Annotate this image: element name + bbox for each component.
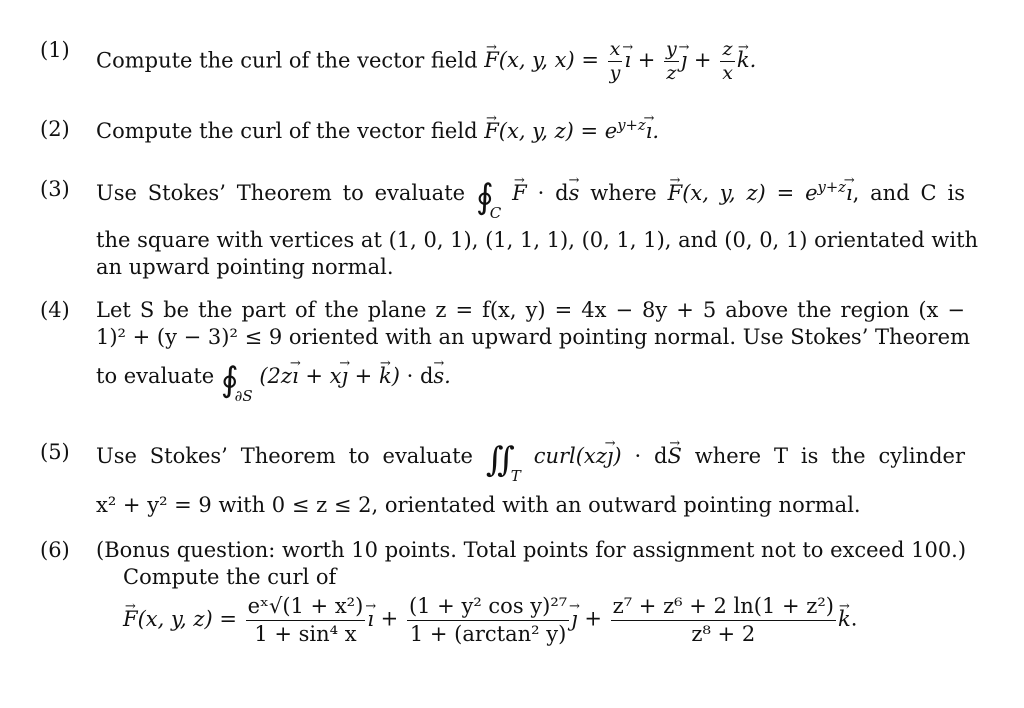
problem-text: Let S be the part of the plane z = f(x, y) = 4x − 8y + 5 above the region (x − 1)² + (y − 3)² ≤ 9 oriented with an upward pointing normal. Use Stokes’ Theorem to evaluate $∮_{\partial S}$ (2z→ ı + x→ ȷ + → k) · d→ s. [96,298,965,405]
problem-number: (6) [40,538,70,562]
fraction: $\frac{z}{x}$ [722,38,733,84]
problem-text: (Bonus question: worth 10 points. Total points for assignment not to exceed 100.) Compute the curl of → F(x, y, z) = $\frac{\text{eˣ√(1 + x²)}}{\text{1 + sin⁴ x}}$ → ı + $\frac{\text{(1 + y² cos y)²⁷}}{\text{1 + (arctan² y)}}$ → ȷ + $\frac{\text{z⁷ + z⁶ + 2 ln(1 + z²)}}{\text{z⁸ + 2}}$ → k. [96,538,965,647]
fraction: $\frac{\text{eˣ√(1 + x²)}}{\text{1 + sin⁴ x}}$ [247,594,364,646]
problem-2-text: Compute the curl of the vector field [96,119,478,144]
problem-number: (2) [40,117,70,141]
problem-number: (1) [40,38,70,62]
formula-6: → F(x, y, z) = $\frac{\text{eˣ√(1 + x²)}}{\text{1 + sin⁴ x}}$ → ı + $\frac{\text{(1 + y² cos y)²⁷}}{\text{1 + (arctan² y)}}$ → ȷ + $\frac{\text{z⁷ + z⁶ + 2 ln(1 + z²)}}{\text{z⁸ + 2}}$ → k. [123,594,965,646]
surface-integral-icon: ∬ [485,440,515,480]
fraction: $\frac{x}{y}$ [609,38,621,84]
fraction: $\frac{\text{z⁷ + z⁶ + 2 ln(1 + z²)}}{\text{z⁸ + 2}}$ [612,594,834,646]
problem-text: Use Stokes’ Theorem to evaluate $∬_T$ curl(xz→ ȷ) · d→ S where T is the cylinder x² + y² = 9 with 0 ≤ z ≤ 2, orientated with an outward pointing normal. [96,440,965,518]
fraction: $\frac{y}{z}$ [666,38,677,84]
problem-number: (5) [40,440,70,464]
problem-number: (4) [40,298,70,322]
contour-integral-icon: ∮ [475,177,494,217]
problem-5 [40,440,965,518]
fraction: $\frac{\text{(1 + y² cos y)²⁷}}{\text{1 + (arctan² y)}}$ [408,594,568,646]
problem-6 [40,538,965,647]
problem-number: (3) [40,177,70,201]
problem-text: Use Stokes’ Theorem to evaluate $∮_C \to F \cdot d\to s$ where → F(x, y, $z) = e^{y+z}\to$ ı, and C is the square with vertices at (1, 0, 1), (1, 1, 1), (0, 1, 1), and (0, 0, 1) orientated with an upward pointing normal. [96,177,965,280]
problem-1 [40,38,965,86]
formula-1: → F(x, y, x) = $\frac{x}{y}$ → ı + $\frac{y}{z}$ → ȷ + $\frac{z}{x}$ → k. [484,48,756,72]
problem-4 [40,298,971,406]
problem-text [96,117,965,144]
problem-3 [40,177,979,280]
problem-text [96,38,965,86]
contour-integral-icon: ∮ [220,360,239,401]
problem-2 [40,117,965,144]
formula-2: → F(x, y, $z) = e^{y+z}\to$ ı. [484,119,659,143]
problem-1-text: Compute the curl of the vector field [96,48,478,73]
